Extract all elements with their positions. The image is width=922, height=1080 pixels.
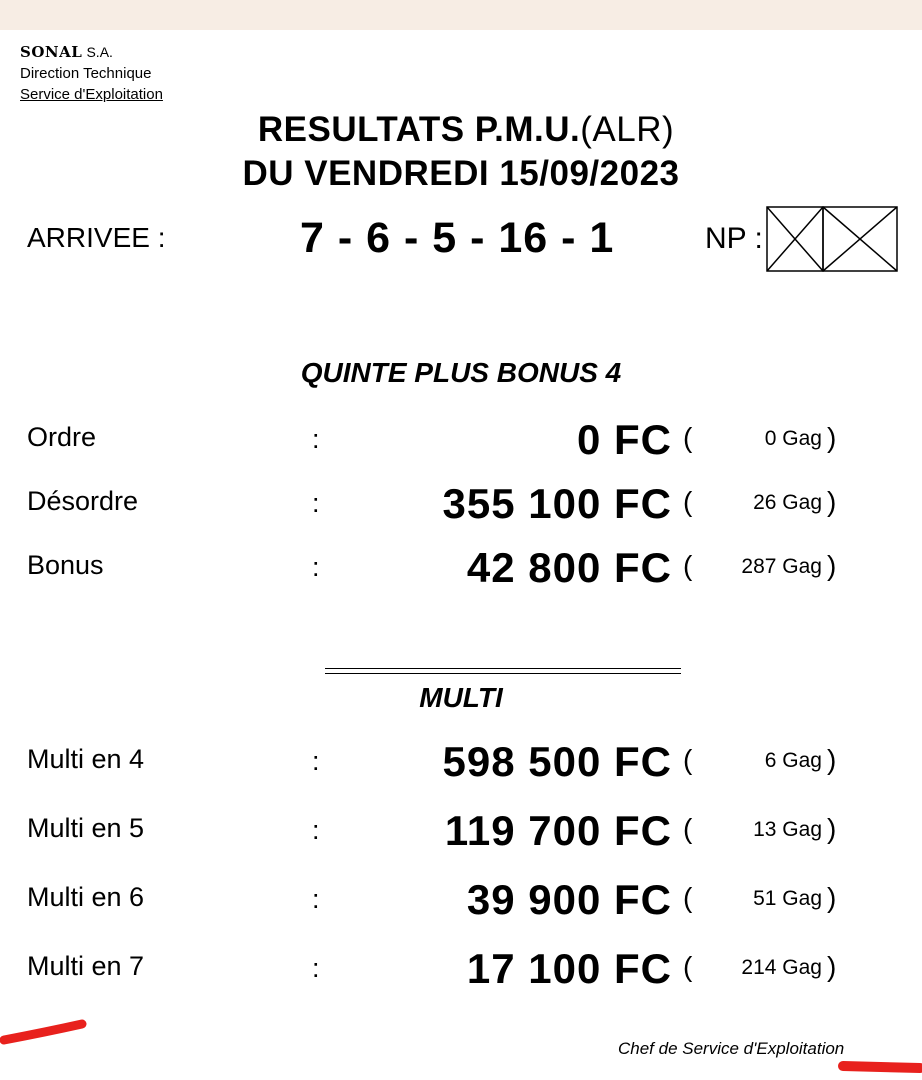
row-amount: 0 FC <box>576 416 672 463</box>
row-colon: : <box>312 815 320 845</box>
row-paren-open: ( <box>683 550 693 581</box>
row-colon: : <box>312 488 320 518</box>
row-paren-close: ) <box>827 813 837 844</box>
row-amount: 355 100 FC <box>442 480 672 527</box>
row-paren-close: ) <box>827 486 837 517</box>
row-paren-open: ( <box>683 486 693 517</box>
row-winners: 214 Gag <box>741 956 822 979</box>
row-winners: 6 Gag <box>764 749 822 772</box>
department: Direction Technique <box>20 65 152 82</box>
service-name: Service d'Exploitation <box>20 86 163 103</box>
arrivee-label: ARRIVEE : <box>27 222 166 253</box>
row-winners: 0 Gag <box>764 427 822 450</box>
row-paren-open: ( <box>683 744 693 775</box>
red-marker-stroke-left <box>4 1024 82 1040</box>
row-label: Désordre <box>27 486 139 516</box>
row-colon: : <box>312 552 320 582</box>
arrivee-value: 7 - 6 - 5 - 16 - 1 <box>300 214 615 262</box>
title-suffix: (ALR) <box>580 110 675 149</box>
multi-section-title: MULTI <box>419 682 503 713</box>
np-label: NP : <box>705 222 763 255</box>
row-amount: 42 800 FC <box>466 544 672 591</box>
row-paren-open: ( <box>683 422 693 453</box>
signature-line: Chef de Service d'Exploitation <box>618 1039 845 1058</box>
row-paren-open: ( <box>683 813 693 844</box>
company-suffix: S.A. <box>86 44 113 60</box>
red-marker-stroke-right <box>843 1066 920 1068</box>
title-main: RESULTATS P.M.U. <box>257 110 581 149</box>
quinte-section-title: QUINTE PLUS BONUS 4 <box>300 357 622 388</box>
row-winners: 26 Gag <box>753 491 822 514</box>
row-amount: 17 100 FC <box>466 945 672 992</box>
row-paren-close: ) <box>827 744 837 775</box>
row-paren-close: ) <box>827 882 837 913</box>
page-subtitle-date: DU VENDREDI 15/09/2023 <box>242 154 680 193</box>
row-label: Bonus <box>27 550 104 580</box>
row-colon: : <box>312 424 320 454</box>
row-winners: 13 Gag <box>753 818 822 841</box>
row-label: Multi en 5 <box>27 813 145 843</box>
row-paren-close: ) <box>827 550 837 581</box>
row-winners: 51 Gag <box>753 887 822 910</box>
company-brand: SONAL <box>20 43 83 61</box>
row-colon: : <box>312 746 320 776</box>
row-label: Multi en 7 <box>27 951 145 981</box>
row-colon: : <box>312 953 320 983</box>
row-winners: 287 Gag <box>741 555 822 578</box>
row-label: Multi en 6 <box>27 882 145 912</box>
row-paren-open: ( <box>683 951 693 982</box>
row-paren-close: ) <box>827 951 837 982</box>
row-label: Multi en 4 <box>27 744 145 774</box>
row-amount: 598 500 FC <box>442 738 672 785</box>
row-amount: 39 900 FC <box>466 876 672 923</box>
row-colon: : <box>312 884 320 914</box>
row-amount: 119 700 FC <box>444 807 672 854</box>
row-paren-close: ) <box>827 422 837 453</box>
row-label: Ordre <box>27 422 97 452</box>
row-paren-open: ( <box>683 882 693 913</box>
